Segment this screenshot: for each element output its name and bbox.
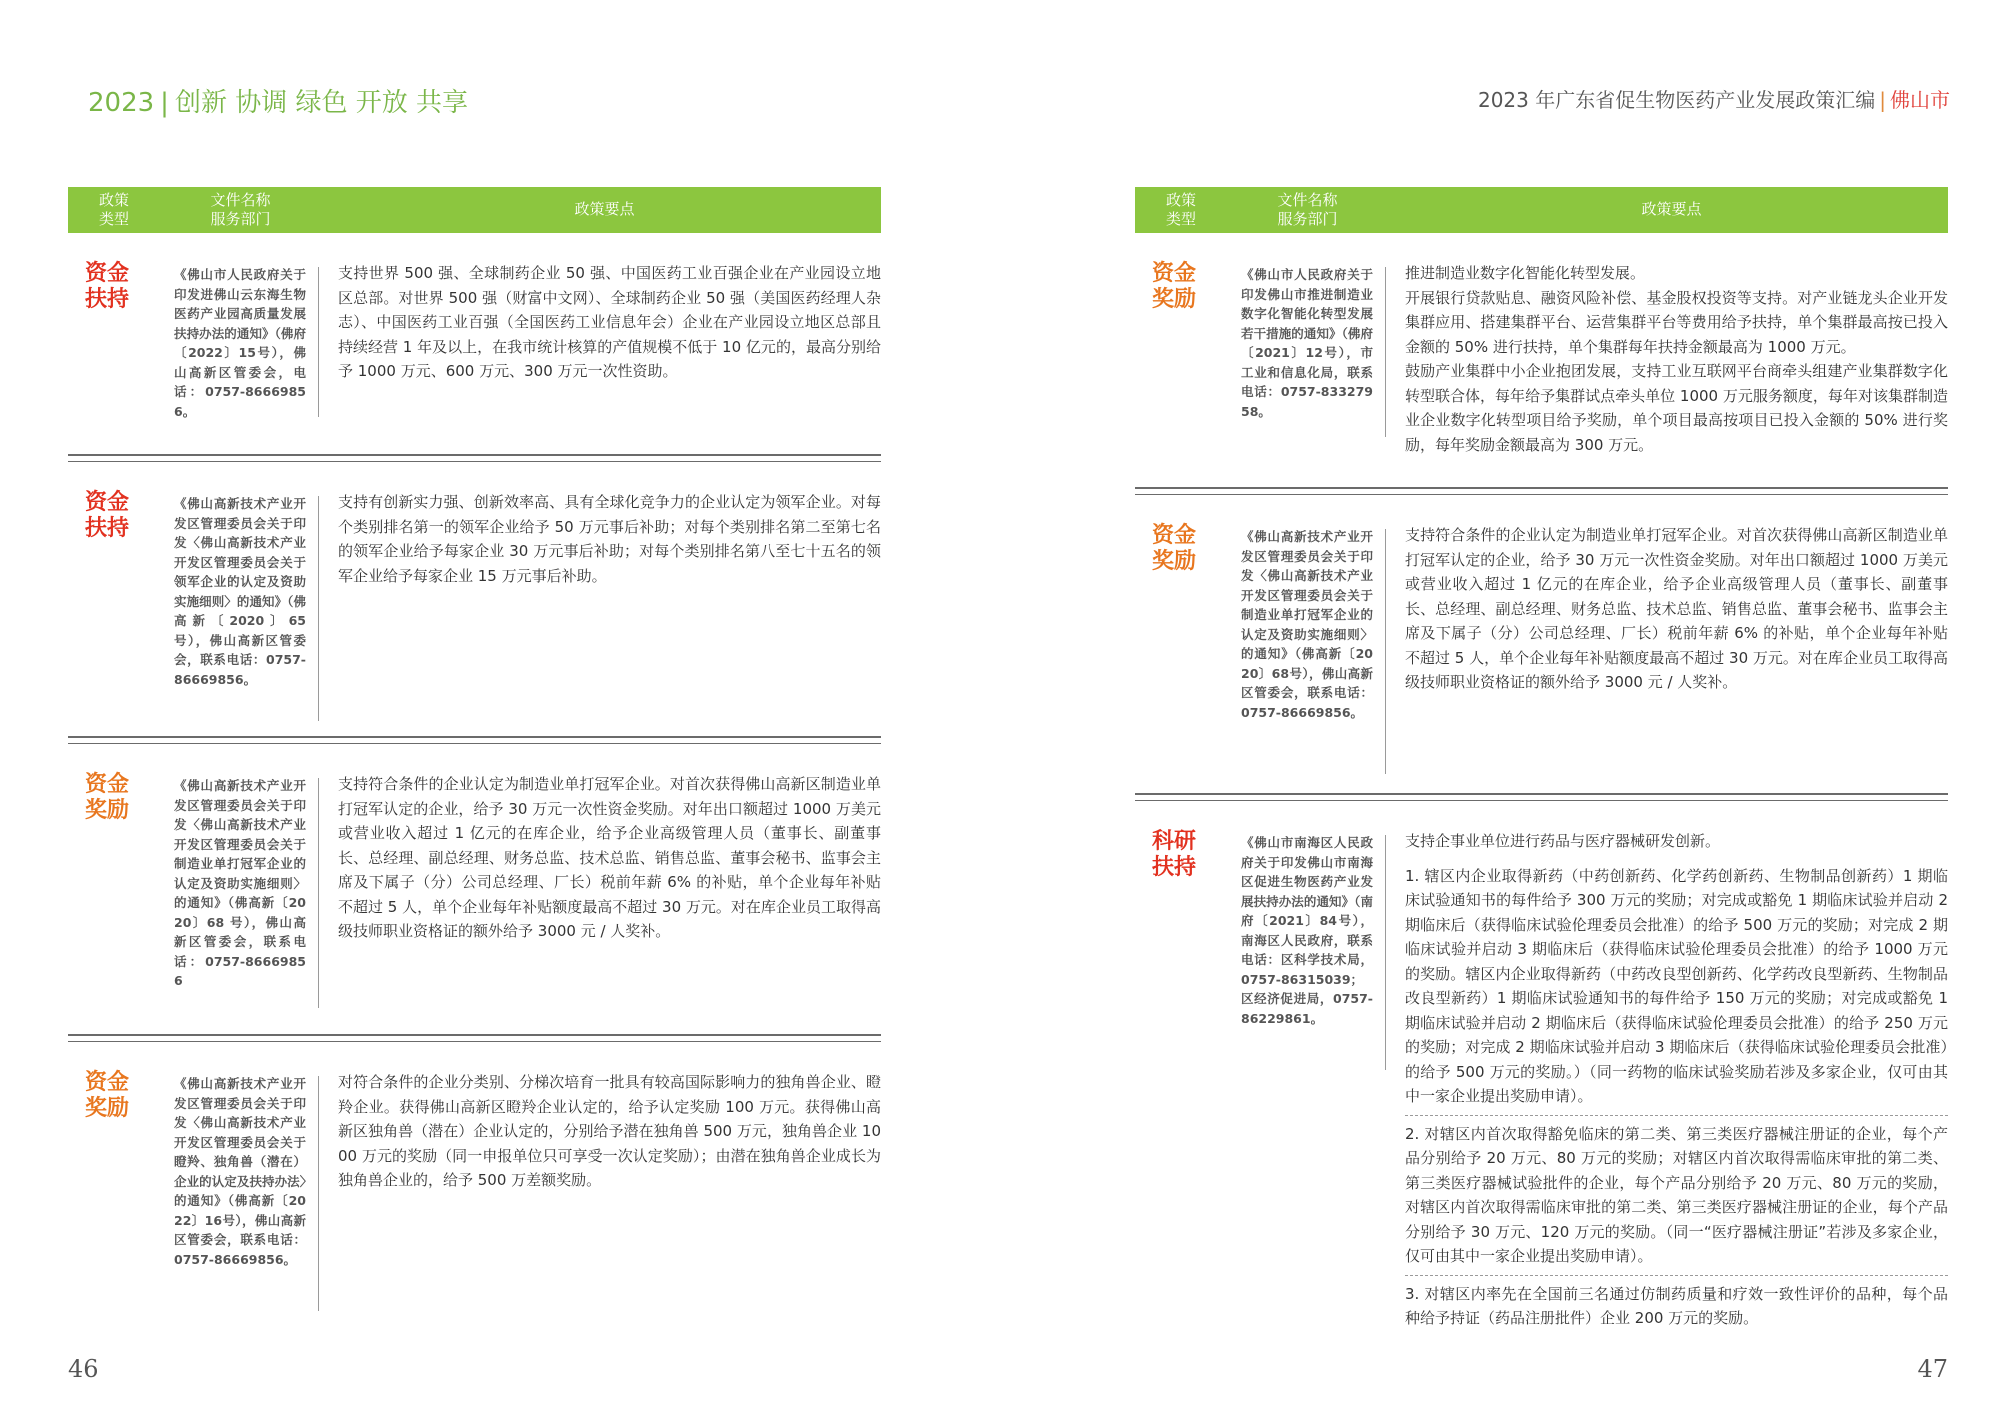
policy-points (338, 490, 881, 588)
column-divider (318, 1076, 319, 1311)
policy-point: 3. 对辖区内率先在全国前三名通过仿制药质量和疗效一致性评价的品种，每个品种给予持证（药品注册批件）企业 200 万元的奖励。 (1405, 1275, 1948, 1331)
policy-points (1405, 829, 1948, 1331)
document-name: 《佛山高新技术产业开发区管理委员会关于印发〈佛山高新技术产业开发区管理委员会关于制造业单打冠军企业的认定及资助实施细则〉的通知》（佛高新〔2020〕68号），佛山高新区管委会，联系电话：0757-86669856。 (1241, 529, 1373, 720)
running-header-right (1478, 84, 1950, 113)
header-policy-points: 政策要点 (574, 200, 635, 218)
document-name: 《佛山高新技术产业开发区管理委员会关于印发〈佛山高新技术产业开发区管理委员会关于领军企业的认定及资助实施细则〉的通知》（佛高新〔2020〕65 号），佛山高新区管委会，联系电话：0757-86669856。 (174, 496, 306, 687)
policy-type: 资金扶持 (84, 261, 129, 312)
header-divider: | (160, 88, 169, 118)
running-header-left (88, 82, 468, 119)
header-doc-title: 2023 年广东省促生物医药产业发展政策汇编 (1477, 88, 1876, 112)
header-doc-name: 文件名称 服务部门 (210, 191, 271, 228)
policy-point: 1. 辖区内企业取得新药（中药创新药、化学药创新药、生物制品创新药）1 期临床试验通知书的每件给予 300 万元的奖励；对完成或豁免 1 期临床试验并启动 2 期临床后（获得临床试验伦理委员会批准）的给予 500 万元的奖励；对完成 2 期临床试验并启动 3 期临床后（获得临床试验伦理委员会批准）的给予 1000 万元的奖励。辖区内企业取得新药（中药改良型创新药、化学药改良型新药、生物制品改良型新药）1 期临床试验通知书的每件给予 150 万元的奖励；对完成或豁免 1 期临床试验并启动 2 期临床后（获得临床试验伦理委员会批准）的给予 250 万元的奖励；对完成 2 期临床试验并启动 3 期临床后（获得临床试验伦理委员会批准）的给予 500 万元的奖励。）（同一药物的临床试验奖励若涉及多家企业，仅可由其中一家企业提出奖励申请）。 (1405, 866, 1948, 1105)
row-separator (68, 454, 881, 462)
header-year: 2023 (88, 88, 155, 118)
policy-type: 资金奖励 (1151, 261, 1196, 312)
policy-point: 推进制造业数字化智能化转型发展。 (1405, 264, 1646, 282)
header-policy-type: 政策 类型 (98, 191, 129, 228)
policy-point: 2. 对辖区内首次取得豁免临床的第二类、第三类医疗器械注册证的企业，每个产品分别给予 20 万元、80 万元的奖励；对辖区内首次取得需临床审批的第二类、第三类医疗器械试验批件的企业，每个产品分别给予 20 万元、80 万元的奖励，对辖区内首次取得需临床审批的第二类、第三类医疗器械注册证的企业，每个产品分别给予 30 万元、120 万元的奖励。（同一“医疗器械注册证”若涉及多家企业，仅可由其中一家企业提出奖励申请）。 (1405, 1115, 1948, 1269)
policy-points (338, 772, 881, 944)
policy-type: 资金扶持 (84, 490, 129, 541)
table-row (1135, 233, 1948, 495)
document-name: 《佛山市南海区人民政府关于印发佛山市南海区促进生物医药产业发展扶持办法的通知》（南府〔2021〕84号），南海区人民政府，联系电话：区科学技术局，0757-86315039；区经济促进局，0757-86229861。 (1241, 835, 1373, 1026)
policy-points (338, 261, 881, 384)
header-doc-name: 文件名称 服务部门 (1277, 191, 1338, 228)
left-page-table (68, 187, 881, 1327)
header-policy-type: 政策 类型 (1165, 191, 1196, 228)
policy-point: 支持有创新实力强、创新效率高、具有全球化竞争力的企业认定为领军企业。对每个类别排名第一的领军企业给予 50 万元事后补助；对每个类别排名第二至第七名的领军企业给予每家企业 30 万元事后补助；对每个类别排名第八至七十五名的领军企业给予每家企业 15 万元事后补助。 (338, 493, 881, 585)
policy-type: 资金奖励 (84, 1070, 129, 1121)
table-row (1135, 801, 1948, 1327)
table-header (68, 187, 881, 233)
table-header (1135, 187, 1948, 233)
row-separator (1135, 793, 1948, 801)
document-name: 《佛山市人民政府关于印发进佛山云东海生物医药产业园高质量发展扶持办法的通知》（佛府〔2022〕15号），佛山高新区管委会，电话：0757-86669856。 (174, 267, 306, 419)
column-divider (318, 778, 319, 1008)
policy-points (338, 1070, 881, 1193)
column-divider (1385, 835, 1386, 1070)
policy-type: 资金奖励 (1151, 523, 1196, 574)
header-policy-points: 政策要点 (1641, 200, 1702, 218)
policy-type: 科研扶持 (1151, 829, 1196, 880)
table-row (68, 744, 881, 1042)
document-name: 《佛山市人民政府关于印发佛山市推进制造业数字化智能化转型发展若干措施的通知》（佛府〔2021〕12号），市工业和信息化局，联系电话：0757-83327958。 (1241, 267, 1373, 419)
policy-points (1405, 523, 1948, 695)
column-divider (1385, 529, 1386, 774)
page-number-right: 47 (1917, 1355, 1948, 1383)
policy-point: 支持世界 500 强、全球制药企业 50 强、中国医药工业百强企业在产业园设立地区总部。对世界 500 强（财富中文网）、全球制药企业 50 强（美国医药经理人杂志）、中国医药工业百强（全国医药工业信息年会）企业在产业园设立地区总部且持续经营 1 年及以上，在我市统计核算的产值规模不低于 10 亿元的，最高分别给予 1000 万元、600 万元、300 万元一次性资助。 (338, 264, 881, 380)
column-divider (318, 496, 319, 721)
right-page-table (1135, 187, 1948, 1327)
document-name: 《佛山高新技术产业开发区管理委员会关于印发〈佛山高新技术产业开发区管理委员会关于瞪羚、独角兽（潜在）企业的认定及扶持办法〉的通知》（佛高新〔2022〕16号），佛山高新区管委会，联系电话：0757-86669856。 (174, 1076, 306, 1267)
table-row (68, 1042, 881, 1327)
header-slogan: 创新 协调 绿色 开放 共享 (174, 88, 468, 118)
table-row (68, 462, 881, 744)
policy-type: 资金奖励 (84, 772, 129, 823)
column-divider (1385, 267, 1386, 437)
row-separator (68, 736, 881, 744)
policy-point: 开展银行贷款贴息、融资风险补偿、基金股权投资等支持。对产业链龙头企业开发集群应用、搭建集群平台、运营集群平台等费用给予扶持，单个集群最高按已投入金额的 50% 进行扶持，单个集群每年扶持金额最高为 1000 万元。 (1405, 288, 1948, 356)
table-row (1135, 495, 1948, 801)
row-separator (1135, 487, 1948, 495)
policy-point: 支持企事业单位进行药品与医疗器械研发创新。 (1405, 832, 1721, 850)
policy-point: 对符合条件的企业分类别、分梯次培育一批具有较高国际影响力的独角兽企业、瞪羚企业。获得佛山高新区瞪羚企业认定的，给予认定奖励 100 万元。获得佛山高新区独角兽（潜在）企业认定的，分别给予潜在独角兽 500 万元，独角兽企业 1000 万元的奖励（同一申报单位只可享受一次认定奖励）；由潜在独角兽企业成长为独角兽企业的，给予 500 万差额奖励。 (338, 1073, 881, 1189)
table-row (68, 233, 881, 462)
policy-points (1405, 261, 1948, 457)
column-divider (318, 267, 319, 417)
row-separator (68, 1034, 881, 1042)
header-divider-right: | (1879, 88, 1886, 112)
policy-point: 鼓励产业集群中小企业抱团发展，支持工业互联网平台商牵头组建产业集群数字化转型联合体，每年给予集群试点牵头单位 1000 万元服务额度，每年对该集群制造业企业数字化转型项目给予奖励，单个项目最高按项目已投入金额的 50% 进行奖励，每年奖励金额最高为 300 万元。 (1405, 362, 1948, 454)
document-name: 《佛山高新技术产业开发区管理委员会关于印发〈佛山高新技术产业开发区管理委员会关于制造业单打冠军企业的认定及资助实施细则〉的通知》（佛高新〔2020〕68 号），佛山高新区管委会，联系电话：0757-86669856 (174, 778, 306, 988)
page-number-left: 46 (68, 1355, 99, 1383)
policy-point: 支持符合条件的企业认定为制造业单打冠军企业。对首次获得佛山高新区制造业单打冠军认定的企业，给予 30 万元一次性资金奖励。对年出口额超过 1000 万美元或营业收入超过 1 亿元的在库企业，给予企业高级管理人员（董事长、副董事长、总经理、副总经理、财务总监、技术总监、销售总监、董事会秘书、监事会主席及下属子（分）公司总经理、厂长）税前年薪 6% 的补贴，单个企业每年补贴不超过 5 人，单个企业每年补贴额度最高不超过 30 万元。对在库企业员工取得高级技师职业资格证的额外给予 3000 元 / 人奖补。 (338, 775, 881, 940)
header-city: 佛山市 (1890, 88, 1950, 112)
policy-point: 支持符合条件的企业认定为制造业单打冠军企业。对首次获得佛山高新区制造业单打冠军认定的企业，给予 30 万元一次性资金奖励。对年出口额超过 1000 万美元或营业收入超过 1 亿元的在库企业，给予企业高级管理人员（董事长、副董事长、总经理、副总经理、财务总监、技术总监、销售总监、董事会秘书、监事会主席及下属子（分）公司总经理、厂长）税前年薪 6% 的补贴，单个企业每年补贴不超过 5 人，单个企业每年补贴额度最高不超过 30 万元。对在库企业员工取得高级技师职业资格证的额外给予 3000 元 / 人奖补。 (1405, 526, 1948, 691)
